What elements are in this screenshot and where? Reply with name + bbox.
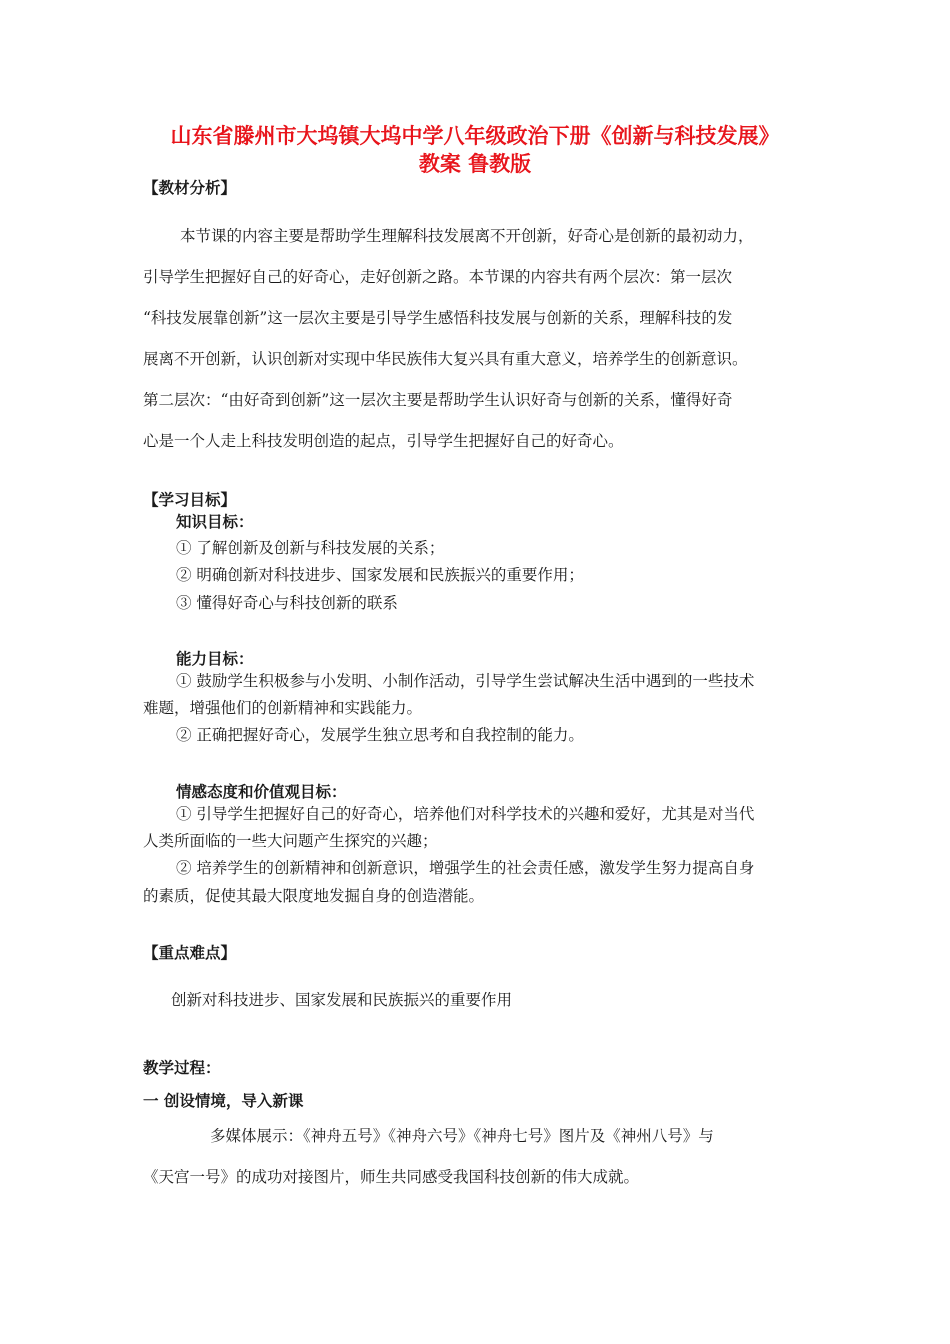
ability-line: ② 正确把握好奇心，发展学生独立思考和自我控制的能力。: [176, 726, 584, 744]
emotion-line: ① 引导学生把握好自己的好奇心，培养他们对科学技术的兴趣和爱好，尤其是对当代: [176, 805, 755, 823]
step1-line: 多媒体展示：《神舟五号》《神舟六号》《神舟七号》图片及《神州八号》与: [210, 1127, 714, 1145]
knowledge-item: ② 明确创新对科技进步、国家发展和民族振兴的重要作用；: [176, 566, 584, 584]
analysis-line: 展离不开创新，认识创新对实现中华民族伟大复兴具有重大意义，培养学生的创新意识。: [143, 350, 748, 368]
emotion-line: ② 培养学生的创新精神和创新意识，增强学生的社会责任感，激发学生努力提高自身: [176, 859, 755, 877]
analysis-line: 心是一个人走上科技发明创造的起点，引导学生把握好自己的好奇心。: [143, 432, 624, 450]
emotion-line: 人类所面临的一些大问题产生探究的兴趣；: [143, 832, 438, 850]
process-heading: 教学过程：: [143, 1059, 221, 1077]
knowledge-item: ③ 懂得好奇心与科技创新的联系: [176, 594, 398, 612]
document-title-line1: 山东省滕州市大坞镇大坞中学八年级政治下册《创新与科技发展》: [170, 124, 780, 148]
emotion-heading: 情感态度和价值观目标：: [176, 783, 347, 801]
analysis-line: 本节课的内容主要是帮助学生理解科技发展离不开创新，好奇心是创新的最初动力，: [180, 227, 754, 245]
ability-line: 难题，增强他们的创新精神和实践能力。: [143, 699, 423, 717]
analysis-heading: 【教材分析】: [143, 179, 237, 197]
goals-heading: 【学习目标】: [143, 491, 237, 509]
analysis-line: 引导学生把握好自己的好奇心，走好创新之路。本节课的内容共有两个层次：第一层次: [143, 268, 733, 286]
key-heading: 【重点难点】: [143, 944, 237, 962]
ability-line: ① 鼓励学生积极参与小发明、小制作活动，引导学生尝试解决生活中遇到的一些技术: [176, 672, 755, 690]
step1-heading: 一 创设情境，导入新课: [143, 1092, 304, 1110]
ability-heading: 能力目标：: [176, 650, 254, 668]
knowledge-item: ① 了解创新及创新与科技发展的关系；: [176, 539, 445, 557]
document-title-line2: 教案 鲁教版: [418, 152, 532, 176]
emotion-line: 的素质，促使其最大限度地发掘自身的创造潜能。: [143, 887, 485, 905]
step1-line: 《天宫一号》的成功对接图片，师生共同感受我国科技创新的伟大成就。: [143, 1168, 640, 1186]
analysis-line: 第二层次：“由好奇到创新”这一层次主要是帮助学生认识好奇与创新的关系，懂得好奇: [143, 391, 733, 409]
knowledge-heading: 知识目标：: [176, 513, 254, 531]
key-text: 创新对科技进步、国家发展和民族振兴的重要作用: [171, 991, 513, 1009]
analysis-line: “科技发展靠创新”这一层次主要是引导学生感悟科技发展与创新的关系，理解科技的发: [143, 309, 733, 327]
